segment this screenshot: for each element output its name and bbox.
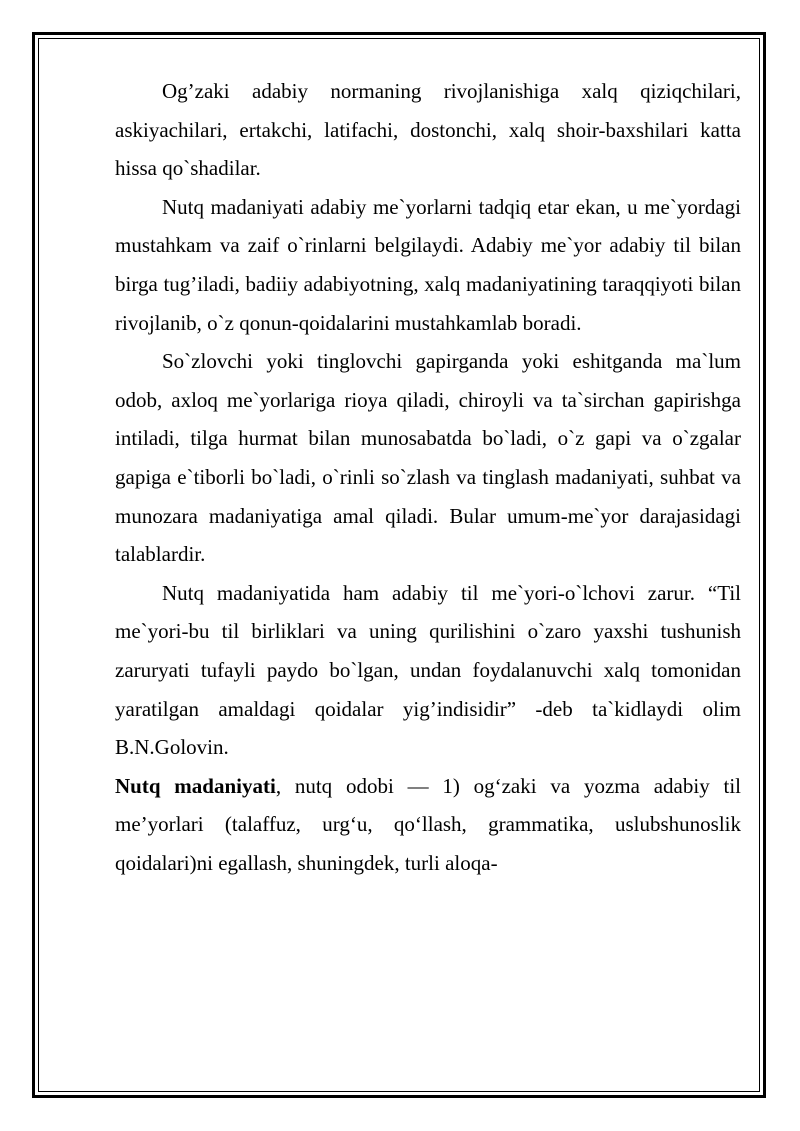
definition-term: Nutq madaniyati [115,773,276,798]
document-body [115,72,741,882]
paragraph-speech-culture-norms: Nutq madaniyati adabiy me`yorlarni tadqiq etar ekan, u me`yordagi mustahkam va zaif o`rinlarni belgilaydi. Adabiy me`yor adabiy til bilan birga tug’iladi, badiiy adabiyotning, xalq madaniyatining taraqqiyoti bilan rivojlanib, o`z qonun-qoidalarini mustahkamlab boradi. [115,194,741,335]
paragraph-golovin-quote: Nutq madaniyatida ham adabiy til me`yori-o`lchovi zarur. “Til me`yori-bu til birliklari va uning qurilishini o`zaro yaxshi tushunish zaruryati tufayli paydo bo`lgan, undan foydalanuvchi xalq tomonidan yaratilgan amaldagi qoidalar yig’indisidir” -deb ta`kidlaydi olim B.N.Golovin. [115,580,741,760]
paragraph-oral-norm: Og’zaki adabiy normaning rivojlanishiga xalq qiziqchilari, askiyachilari, ertakchi, latifachi, dostonchi, xalq shoir-baxshilari katta hissa qo`shadilar. [115,79,741,181]
definition-text: , nutq odobi — 1) og‘zaki va yozma adabiy til me’yorlari (talaffuz, urg‘u, qo‘llash, grammatika, uslubshunoslik qoidalari)ni egallash, shuningdek, turli aloqa- [115,773,741,875]
paragraph-definition [115,767,741,883]
paragraph-speaker-listener-etiquette: So`zlovchi yoki tinglovchi gapirganda yoki eshitganda ma`lum odob, axloq me`yorlariga rioya qiladi, chiroyli va ta`sirchan gapirishga intiladi, tilga hurmat bilan munosabatda bo`ladi, o`z gapi va o`zgalar gapiga e`tiborli bo`ladi, o`rinli so`zlash va tinglash madaniyati, suhbat va munozara madaniyatiga amal qiladi. Bular umum-me`yor darajasidagi talablardir. [115,349,741,567]
